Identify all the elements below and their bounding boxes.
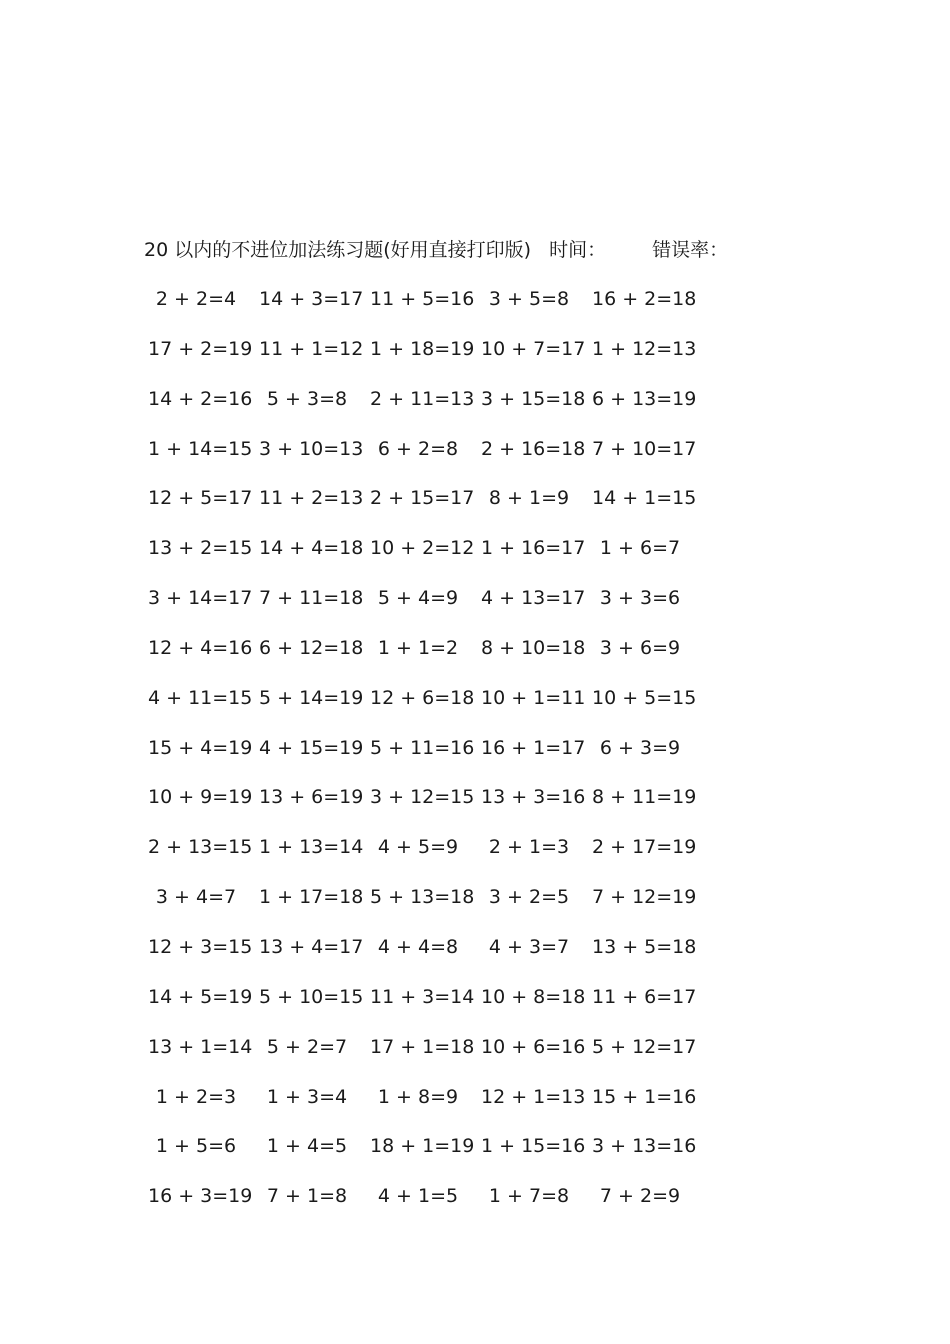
problem-item: 4 + 4=8 bbox=[377, 935, 459, 958]
problem-item: 1 + 8=9 bbox=[377, 1085, 459, 1108]
problem-item: 11 + 3=14 bbox=[370, 985, 475, 1008]
problem-item: 1 + 3=4 bbox=[266, 1085, 348, 1108]
problem-item: 13 + 3=16 bbox=[481, 786, 586, 809]
problem-item: 5 + 10=15 bbox=[259, 985, 364, 1008]
problem-item: 2 + 1=3 bbox=[488, 836, 570, 859]
problem-item: 3 + 12=15 bbox=[370, 786, 475, 809]
problem-item: 1 + 5=6 bbox=[155, 1135, 237, 1158]
problem-item: 1 + 7=8 bbox=[488, 1185, 570, 1208]
problem-grid bbox=[148, 285, 708, 1232]
problem-item: 5 + 13=18 bbox=[370, 886, 475, 909]
problem-row bbox=[148, 484, 708, 534]
problem-item: 1 + 6=7 bbox=[599, 537, 681, 560]
problem-item: 10 + 2=12 bbox=[370, 537, 475, 560]
problem-item: 17 + 1=18 bbox=[370, 1035, 475, 1058]
problem-item: 18 + 1=19 bbox=[370, 1135, 475, 1158]
problem-item: 10 + 7=17 bbox=[481, 337, 586, 360]
problem-item: 17 + 2=19 bbox=[148, 337, 253, 360]
problem-item: 13 + 6=19 bbox=[259, 786, 364, 809]
problem-item: 7 + 11=18 bbox=[259, 587, 364, 610]
problem-row bbox=[148, 833, 708, 883]
problem-item: 14 + 1=15 bbox=[592, 487, 697, 510]
problem-item: 3 + 10=13 bbox=[259, 437, 364, 460]
problem-item: 1 + 17=18 bbox=[259, 886, 364, 909]
problem-item: 12 + 1=13 bbox=[481, 1085, 586, 1108]
problem-item: 3 + 3=6 bbox=[599, 587, 681, 610]
problem-item: 16 + 1=17 bbox=[481, 736, 586, 759]
problem-item: 16 + 2=18 bbox=[592, 288, 697, 310]
problem-item: 10 + 1=11 bbox=[481, 686, 586, 709]
problem-row bbox=[148, 534, 708, 584]
problem-row bbox=[148, 435, 708, 485]
problem-item: 2 + 15=17 bbox=[370, 487, 475, 510]
problem-item: 14 + 4=18 bbox=[259, 537, 364, 560]
problem-row bbox=[148, 1033, 708, 1083]
problem-item: 3 + 14=17 bbox=[148, 587, 253, 610]
problem-row bbox=[148, 1132, 708, 1182]
problem-item: 11 + 5=16 bbox=[370, 288, 475, 310]
problem-item: 6 + 2=8 bbox=[377, 437, 459, 460]
problem-item: 4 + 3=7 bbox=[488, 935, 570, 958]
problem-item: 1 + 1=2 bbox=[377, 636, 459, 659]
problem-row bbox=[148, 634, 708, 684]
problem-item: 1 + 13=14 bbox=[259, 836, 364, 859]
problem-item: 1 + 14=15 bbox=[148, 437, 253, 460]
problem-item: 3 + 6=9 bbox=[599, 636, 681, 659]
problem-row bbox=[148, 684, 708, 734]
problem-row bbox=[148, 783, 708, 833]
problem-item: 1 + 18=19 bbox=[370, 337, 475, 360]
problem-row bbox=[148, 933, 708, 983]
problem-item: 12 + 5=17 bbox=[148, 487, 253, 510]
problem-item: 5 + 2=7 bbox=[266, 1035, 348, 1058]
problem-item: 8 + 10=18 bbox=[481, 636, 586, 659]
problem-row bbox=[148, 385, 708, 435]
problem-item: 5 + 14=19 bbox=[259, 686, 364, 709]
problem-item: 3 + 2=5 bbox=[488, 886, 570, 909]
problem-item: 3 + 15=18 bbox=[481, 387, 586, 410]
problem-item: 12 + 3=15 bbox=[148, 935, 253, 958]
problem-item: 2 + 2=4 bbox=[155, 288, 237, 310]
problem-item: 5 + 12=17 bbox=[592, 1035, 697, 1058]
problem-item: 1 + 15=16 bbox=[481, 1135, 586, 1158]
problem-item: 7 + 12=19 bbox=[592, 886, 697, 909]
problem-item: 11 + 1=12 bbox=[259, 337, 364, 360]
problem-item: 13 + 4=17 bbox=[259, 935, 364, 958]
problem-item: 5 + 3=8 bbox=[266, 387, 348, 410]
problem-item: 4 + 11=15 bbox=[148, 686, 253, 709]
problem-item: 7 + 10=17 bbox=[592, 437, 697, 460]
problem-item: 5 + 11=16 bbox=[370, 736, 475, 759]
problem-item: 6 + 12=18 bbox=[259, 636, 364, 659]
problem-item: 16 + 3=19 bbox=[148, 1185, 253, 1208]
problem-row bbox=[148, 983, 708, 1033]
problem-row bbox=[148, 883, 708, 933]
problem-item: 7 + 1=8 bbox=[266, 1185, 348, 1208]
problem-item: 2 + 13=15 bbox=[148, 836, 253, 859]
problem-item: 14 + 5=19 bbox=[148, 985, 253, 1008]
problem-item: 4 + 13=17 bbox=[481, 587, 586, 610]
problem-item: 8 + 11=19 bbox=[592, 786, 697, 809]
problem-item: 4 + 5=9 bbox=[377, 836, 459, 859]
problem-item: 4 + 15=19 bbox=[259, 736, 364, 759]
problem-item: 10 + 8=18 bbox=[481, 985, 586, 1008]
problem-row bbox=[148, 285, 708, 335]
problem-item: 1 + 2=3 bbox=[155, 1085, 237, 1108]
problem-item: 12 + 4=16 bbox=[148, 636, 253, 659]
problem-item: 6 + 13=19 bbox=[592, 387, 697, 410]
problem-item: 15 + 4=19 bbox=[148, 736, 253, 759]
problem-item: 13 + 2=15 bbox=[148, 537, 253, 560]
problem-item: 10 + 9=19 bbox=[148, 786, 253, 809]
problem-row bbox=[148, 734, 708, 784]
problem-item: 6 + 3=9 bbox=[599, 736, 681, 759]
problem-item: 11 + 6=17 bbox=[592, 985, 697, 1008]
problem-item: 15 + 1=16 bbox=[592, 1085, 697, 1108]
problem-row bbox=[148, 335, 708, 385]
problem-item: 7 + 2=9 bbox=[599, 1185, 681, 1208]
problem-item: 1 + 16=17 bbox=[481, 537, 586, 560]
problem-item: 4 + 1=5 bbox=[377, 1185, 459, 1208]
worksheet-header bbox=[144, 236, 728, 264]
problem-row bbox=[148, 1182, 708, 1232]
problem-item: 2 + 16=18 bbox=[481, 437, 586, 460]
problem-item: 13 + 1=14 bbox=[148, 1035, 253, 1058]
error-rate-label: 错误率： bbox=[652, 239, 729, 261]
problem-item: 3 + 4=7 bbox=[155, 886, 237, 909]
problem-row bbox=[148, 584, 708, 634]
problem-row bbox=[148, 1083, 708, 1133]
problem-item: 10 + 6=16 bbox=[481, 1035, 586, 1058]
problem-item: 14 + 2=16 bbox=[148, 387, 253, 410]
problem-item: 2 + 11=13 bbox=[370, 387, 475, 410]
problem-item: 13 + 5=18 bbox=[592, 935, 697, 958]
worksheet-title: 20 以内的不进位加法练习题(好用直接打印版) bbox=[144, 239, 532, 261]
problem-item: 11 + 2=13 bbox=[259, 487, 364, 510]
problem-item: 12 + 6=18 bbox=[370, 686, 475, 709]
problem-item: 10 + 5=15 bbox=[592, 686, 697, 709]
problem-item: 3 + 13=16 bbox=[592, 1135, 697, 1158]
problem-item: 2 + 17=19 bbox=[592, 836, 697, 859]
problem-item: 3 + 5=8 bbox=[488, 288, 570, 310]
time-label: 时间： bbox=[549, 239, 607, 261]
problem-item: 5 + 4=9 bbox=[377, 587, 459, 610]
problem-item: 1 + 4=5 bbox=[266, 1135, 348, 1158]
problem-item: 8 + 1=9 bbox=[488, 487, 570, 510]
problem-item: 14 + 3=17 bbox=[259, 288, 364, 310]
problem-item: 1 + 12=13 bbox=[592, 337, 697, 360]
